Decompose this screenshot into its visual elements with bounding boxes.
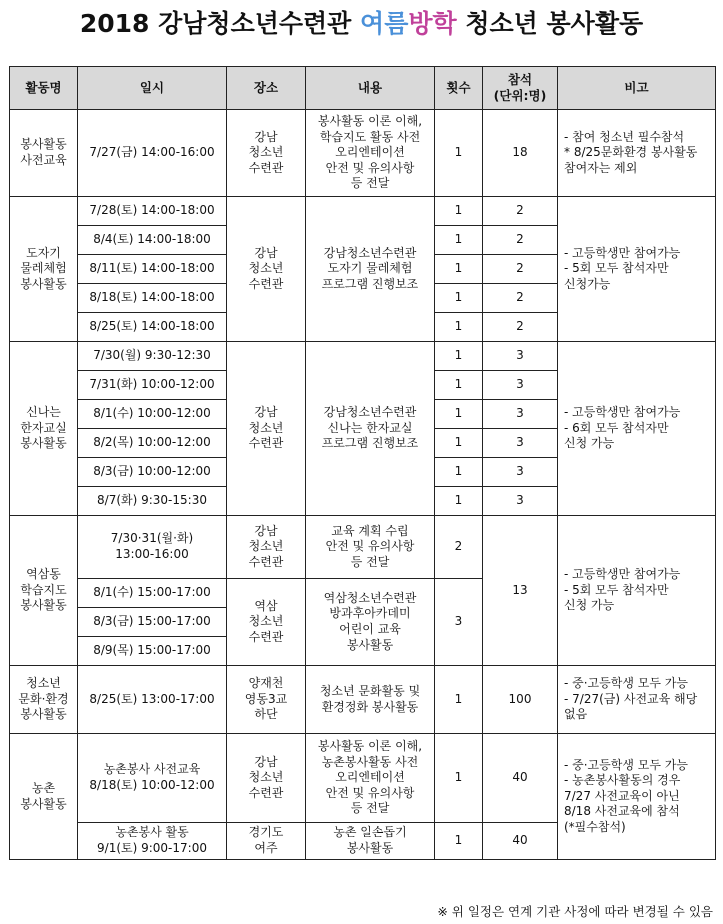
count-cell: 1 xyxy=(435,429,483,458)
count-cell: 1 xyxy=(435,226,483,255)
footer-note: ※ 위 일정은 연계 기관 사정에 따라 변경될 수 있음 xyxy=(437,904,713,919)
participants-cell: 2 xyxy=(483,255,558,284)
title-highlight-vacation: 방학 xyxy=(408,9,457,38)
place-cell: 강남 청소년 수련관 xyxy=(227,516,306,579)
table-row xyxy=(10,197,716,226)
table-row xyxy=(10,734,716,823)
datetime-cell: 7/27(금) 14:00-16:00 xyxy=(78,110,227,197)
content-cell: 강남청소년수련관 신나는 한자교실 프로그램 진행보조 xyxy=(306,342,435,516)
count-cell: 1 xyxy=(435,823,483,860)
participants-cell: 3 xyxy=(483,342,558,371)
content-cell: 역삼청소년수련관 방과후아카데미 어린이 교육 봉사활동 xyxy=(306,579,435,666)
activity-name: 봉사활동 사전교육 xyxy=(10,110,78,197)
table-row xyxy=(10,516,716,579)
count-cell: 1 xyxy=(435,400,483,429)
header-datetime: 일시 xyxy=(78,67,227,110)
place-cell: 양재천 영동3교 하단 xyxy=(227,666,306,734)
datetime-cell: 8/7(화) 9:30-15:30 xyxy=(78,487,227,516)
schedule-table xyxy=(9,66,716,860)
datetime-cell: 7/30(월) 9:30-12:30 xyxy=(78,342,227,371)
participants-cell: 13 xyxy=(483,516,558,666)
count-cell: 1 xyxy=(435,284,483,313)
table-row xyxy=(10,666,716,734)
participants-cell: 3 xyxy=(483,429,558,458)
place-cell: 강남 청소년 수련관 xyxy=(227,110,306,197)
remarks-cell: - 참여 청소년 필수참석 * 8/25문화환경 봉사활동 참여자는 제외 xyxy=(558,110,716,197)
participants-cell: 3 xyxy=(483,458,558,487)
count-cell: 1 xyxy=(435,734,483,823)
table-row xyxy=(10,342,716,371)
count-cell: 1 xyxy=(435,458,483,487)
header-count: 횟수 xyxy=(435,67,483,110)
count-cell: 1 xyxy=(435,487,483,516)
place-cell: 경기도 여주 xyxy=(227,823,306,860)
datetime-cell: 8/18(토) 14:00-18:00 xyxy=(78,284,227,313)
header-content: 내용 xyxy=(306,67,435,110)
count-cell: 1 xyxy=(435,197,483,226)
datetime-cell: 농촌봉사 사전교육 8/18(토) 10:00-12:00 xyxy=(78,734,227,823)
datetime-cell: 7/31(화) 10:00-12:00 xyxy=(78,371,227,400)
datetime-cell: 8/4(토) 14:00-18:00 xyxy=(78,226,227,255)
place-cell: 강남 청소년 수련관 xyxy=(227,197,306,342)
header-participants: 참석 (단위:명) xyxy=(483,67,558,110)
participants-cell: 3 xyxy=(483,371,558,400)
count-cell: 3 xyxy=(435,579,483,666)
header-place: 장소 xyxy=(227,67,306,110)
remarks-cell: - 중·고등학생 모두 가능 - 7/27(금) 사전교육 해당 없음 xyxy=(558,666,716,734)
activity-name: 청소년 문화·환경 봉사활동 xyxy=(10,666,78,734)
participants-cell: 40 xyxy=(483,734,558,823)
datetime-cell: 8/9(목) 15:00-17:00 xyxy=(78,637,227,666)
participants-cell: 3 xyxy=(483,400,558,429)
count-cell: 1 xyxy=(435,255,483,284)
place-cell: 강남 청소년 수련관 xyxy=(227,342,306,516)
page-title xyxy=(0,4,723,40)
participants-cell: 100 xyxy=(483,666,558,734)
activity-name: 역삼동 학습지도 봉사활동 xyxy=(10,516,78,666)
place-cell: 역삼 청소년 수련관 xyxy=(227,579,306,666)
datetime-cell: 8/1(수) 15:00-17:00 xyxy=(78,579,227,608)
participants-cell: 2 xyxy=(483,226,558,255)
header-activity: 활동명 xyxy=(10,67,78,110)
header-row xyxy=(10,67,716,110)
remarks-cell: - 고등학생만 참여가능 - 5회 모두 참석자만 신청 가능 xyxy=(558,516,716,666)
content-cell: 강남청소년수련관 도자기 물레체험 프로그램 진행보조 xyxy=(306,197,435,342)
count-cell: 1 xyxy=(435,342,483,371)
datetime-cell: 8/11(토) 14:00-18:00 xyxy=(78,255,227,284)
count-cell: 2 xyxy=(435,516,483,579)
datetime-cell: 8/25(토) 14:00-18:00 xyxy=(78,313,227,342)
datetime-cell: 8/25(토) 13:00-17:00 xyxy=(78,666,227,734)
remarks-cell: - 고등학생만 참여가능 - 5회 모두 참석자만 신청가능 xyxy=(558,197,716,342)
count-cell: 1 xyxy=(435,666,483,734)
participants-cell: 3 xyxy=(483,487,558,516)
participants-cell: 2 xyxy=(483,284,558,313)
datetime-cell: 8/3(금) 10:00-12:00 xyxy=(78,458,227,487)
participants-cell: 40 xyxy=(483,823,558,860)
activity-name: 농촌 봉사활동 xyxy=(10,734,78,860)
content-cell: 농촌 일손돕기 봉사활동 xyxy=(306,823,435,860)
datetime-cell: 7/30·31(월·화) 13:00-16:00 xyxy=(78,516,227,579)
content-cell: 교육 계획 수립 안전 및 유의사항 등 전달 xyxy=(306,516,435,579)
count-cell: 1 xyxy=(435,110,483,197)
header-remarks: 비고 xyxy=(558,67,716,110)
title-part1: 2018 강남청소년수련관 xyxy=(79,9,361,38)
title-part2: 청소년 봉사활동 xyxy=(456,9,644,38)
datetime-cell: 7/28(토) 14:00-18:00 xyxy=(78,197,227,226)
participants-cell: 18 xyxy=(483,110,558,197)
remarks-cell: - 고등학생만 참여가능 - 6회 모두 참석자만 신청 가능 xyxy=(558,342,716,516)
place-cell: 강남 청소년 수련관 xyxy=(227,734,306,823)
content-cell: 봉사활동 이론 이해, 학습지도 활동 사전 오리엔테이션 안전 및 유의사항 등 전달 xyxy=(306,110,435,197)
participants-cell: 2 xyxy=(483,197,558,226)
activity-name: 도자기 물레체험 봉사활동 xyxy=(10,197,78,342)
datetime-cell: 8/3(금) 15:00-17:00 xyxy=(78,608,227,637)
count-cell: 1 xyxy=(435,371,483,400)
datetime-cell: 8/2(목) 10:00-12:00 xyxy=(78,429,227,458)
count-cell: 1 xyxy=(435,313,483,342)
remarks-cell: - 중·고등학생 모두 가능 - 농촌봉사활동의 경우 7/27 사전교육이 아닌 8/18 사전교육에 참석 (*필수참석) xyxy=(558,734,716,860)
title-highlight-summer: 여름 xyxy=(360,9,409,38)
content-cell: 봉사활동 이론 이해, 농촌봉사활동 사전 오리엔테이션 안전 및 유의사항 등 전달 xyxy=(306,734,435,823)
content-cell: 청소년 문화활동 및 환경정화 봉사활동 xyxy=(306,666,435,734)
participants-cell: 2 xyxy=(483,313,558,342)
activity-name: 신나는 한자교실 봉사활동 xyxy=(10,342,78,516)
datetime-cell: 농촌봉사 활동 9/1(토) 9:00-17:00 xyxy=(78,823,227,860)
datetime-cell: 8/1(수) 10:00-12:00 xyxy=(78,400,227,429)
table-row xyxy=(10,110,716,197)
